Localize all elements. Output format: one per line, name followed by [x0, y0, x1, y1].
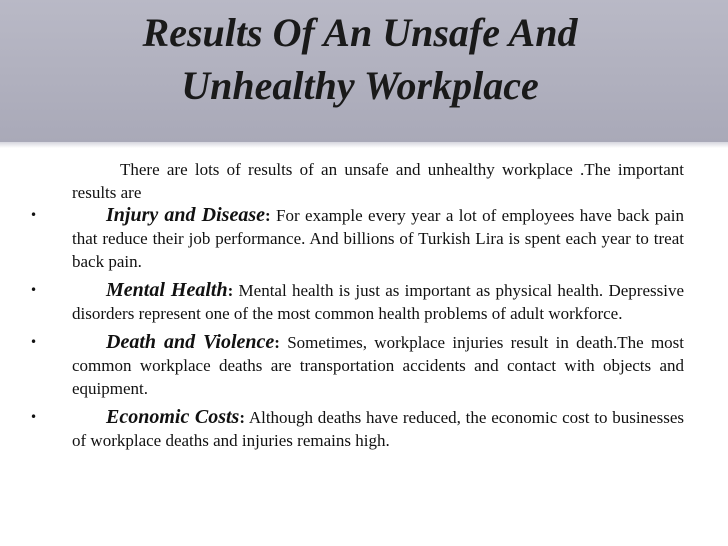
slide-title	[60, 6, 660, 112]
bullet-colon: :	[264, 206, 271, 225]
bullet-colon: :	[239, 408, 245, 427]
bullet-term: Death and Violence	[106, 331, 275, 353]
bullet-icon: •	[30, 335, 38, 349]
bullet-icon: •	[30, 208, 38, 222]
bullet-icon: •	[30, 410, 38, 424]
list-item-death-and-violence	[30, 331, 685, 400]
bullet-term: Mental Health	[106, 279, 228, 301]
bullet-text: Sometimes, workplace injuries result in death.The most common workplace deaths are transportation accidents and contact with objects and equipment.	[72, 333, 685, 398]
list-item-economic-costs	[30, 406, 684, 452]
slide-title-line-1: Results Of An Unsafe And	[142, 10, 578, 55]
bullet-colon: :	[274, 333, 280, 352]
slide-body	[30, 158, 685, 458]
bullet-text: For example every year a lot of employees have back pain that reduce their job performance. And billions of Turkish Lira is spent each year to treat back pain.	[72, 206, 684, 271]
intro-paragraph: There are lots of results of an unsafe and unhealthy workplace .The important results are	[72, 160, 684, 202]
list-item-mental-health	[30, 279, 684, 325]
results-list	[30, 204, 685, 452]
slide-title-line-2: Unhealthy Workplace	[181, 63, 539, 108]
bullet-icon: •	[30, 283, 38, 297]
title-band-shadow	[0, 142, 728, 148]
bullet-text: Mental health is just as important as physical health. Depressive disorders represent one of the most common health problems of adult workforce.	[72, 281, 684, 323]
bullet-colon: :	[227, 281, 234, 300]
bullet-text: Although deaths have reduced, the economic cost to businesses of workplace deaths and injuries remains high.	[72, 408, 684, 450]
list-item-injury-and-disease	[30, 204, 684, 273]
bullet-term: Economic Costs	[106, 406, 240, 428]
bullet-term: Injury and Disease	[106, 204, 265, 226]
